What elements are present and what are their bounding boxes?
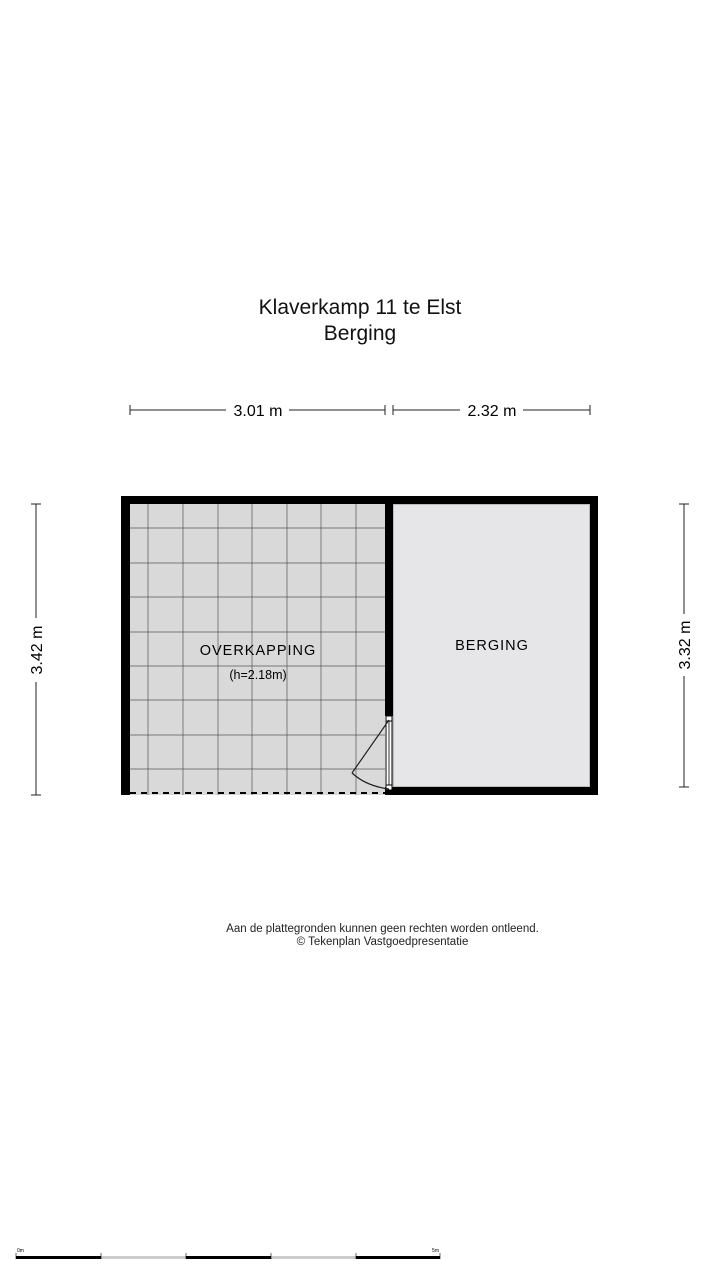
room-height-overkapping: (h=2.18m) [229,668,287,682]
dimension-top-left: 3.01 m [233,403,283,420]
plan-subtitle: Berging [323,322,397,345]
plan-title: Klaverkamp 11 te Elst [258,296,462,319]
scale-start-label: 0m [17,1248,24,1254]
scale-end-label: 5m [432,1248,439,1254]
room-label-berging: BERGING [455,638,529,654]
room-label-overkapping: OVERKAPPING [199,643,317,659]
dimension-top-right: 2.32 m [467,403,517,420]
disclaimer: Aan de plattegronden kunnen geen rechten worden ontleend. [226,923,539,935]
copyright: © Tekenplan Vastgoedpresentatie [296,936,469,948]
scale-bar [16,1253,440,1259]
dimension-left: 3.42 m [29,625,46,675]
dimension-right: 3.32 m [677,620,694,670]
